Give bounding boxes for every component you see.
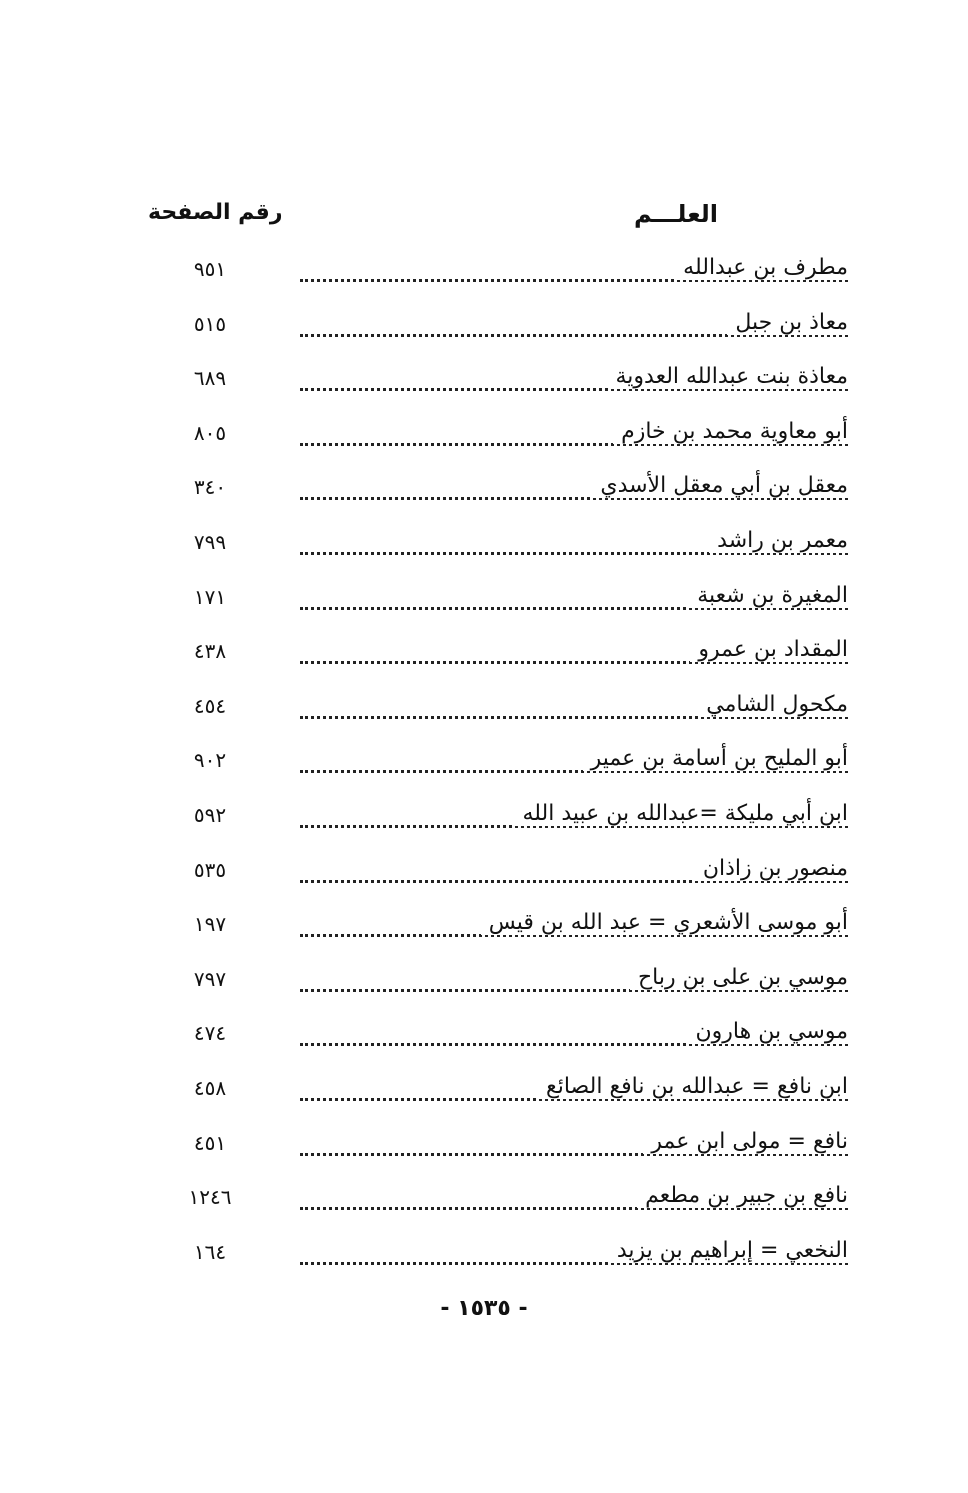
entry-page-number: ٩٥١ (193, 257, 227, 281)
entry-name: منصور بن زاذان (695, 856, 848, 881)
index-entry (0, 409, 968, 464)
entry-page-number: ٤٥٨ (193, 1075, 227, 1100)
entry-page-number: ٤٥١ (193, 1130, 227, 1155)
entry-name: ابن أبي مليكة =عبدالله بن عبيد الله (514, 801, 848, 826)
entry-page-number: ٤٧٤ (193, 1021, 227, 1046)
entry-page-number: ٦٨٩ (193, 366, 227, 391)
index-entry (0, 846, 968, 901)
entry-page-number: ٧٩٩ (193, 529, 227, 554)
entry-page-number: ٧٩٧ (193, 966, 227, 991)
entry-name: مكحول الشامي (698, 692, 848, 717)
entry-page-number: ١٧١ (193, 584, 227, 609)
entry-page-number: ٥١٥ (193, 311, 227, 336)
index-entry (0, 1119, 968, 1174)
entry-name: أبو معاوية محمد بن خازم (613, 419, 848, 444)
entry-name: معاذ بن جبل (727, 310, 848, 335)
entry-name: النخعي = إبراهيم بن يزيد (609, 1238, 848, 1263)
entry-name: المغيرة بن شعبة (689, 583, 848, 608)
entry-page-number: ٨٠٥ (193, 420, 227, 445)
index-entry (0, 1228, 968, 1283)
index-entry (0, 245, 968, 300)
entry-page-number: ٥٣٥ (193, 857, 227, 882)
entry-page-number: ١٦٤ (193, 1239, 227, 1264)
index-entry (0, 627, 968, 682)
entry-page-number: ٩٠٢ (193, 748, 227, 773)
entry-page-number: ١٢٤٦ (188, 1185, 232, 1210)
entry-name: نافع = مولى ابن عمر (643, 1129, 848, 1154)
entry-page-number: ٥٩٢ (193, 802, 227, 827)
index-entry (0, 736, 968, 791)
index-entry (0, 791, 968, 846)
name-column-header: العلـــم (633, 200, 718, 228)
index-entry (0, 1009, 968, 1064)
entry-name: المقداد بن عمرو (690, 637, 848, 662)
entry-page-number: ٣٤٠ (193, 475, 227, 500)
index-header (0, 200, 968, 240)
entry-name: معمر بن راشد (709, 528, 848, 553)
index-entry (0, 682, 968, 737)
entry-name: نافع بن جبير بن مطعم (637, 1183, 848, 1208)
entry-name: معاذة بنت عبدالله العدوية (608, 364, 849, 389)
page-column-header: رقم الصفحة (148, 200, 283, 225)
index-entry (0, 573, 968, 628)
page-number: - ١٥٣٥ - (440, 1296, 528, 1321)
entry-name: أبو المليح بن أسامة بن عمير (583, 746, 848, 771)
entry-page-number: ٤٥٤ (193, 693, 227, 718)
entry-name: موسي بن على بن رباح (630, 965, 848, 990)
index-entry (0, 518, 968, 573)
entry-name: موسي بن هارون (688, 1019, 849, 1044)
entry-name: معقل بن أبي معقل الأسدي (592, 473, 848, 498)
index-entry (0, 900, 968, 955)
index-entry (0, 955, 968, 1010)
entry-name: ابن نافع = عبدالله بن نافع الصائع (538, 1074, 848, 1099)
index-entry (0, 463, 968, 518)
index-entry (0, 300, 968, 355)
index-entry (0, 354, 968, 409)
entry-name: أبو موسى الأشعري = عبد الله بن قيس (481, 910, 848, 935)
index-entry (0, 1173, 968, 1228)
entry-name: مطرف بن عبدالله (675, 255, 848, 280)
entry-page-number: ١٩٧ (193, 912, 227, 937)
index-entry (0, 1064, 968, 1119)
index-entries (0, 245, 968, 1282)
entry-page-number: ٤٣٨ (193, 639, 227, 664)
